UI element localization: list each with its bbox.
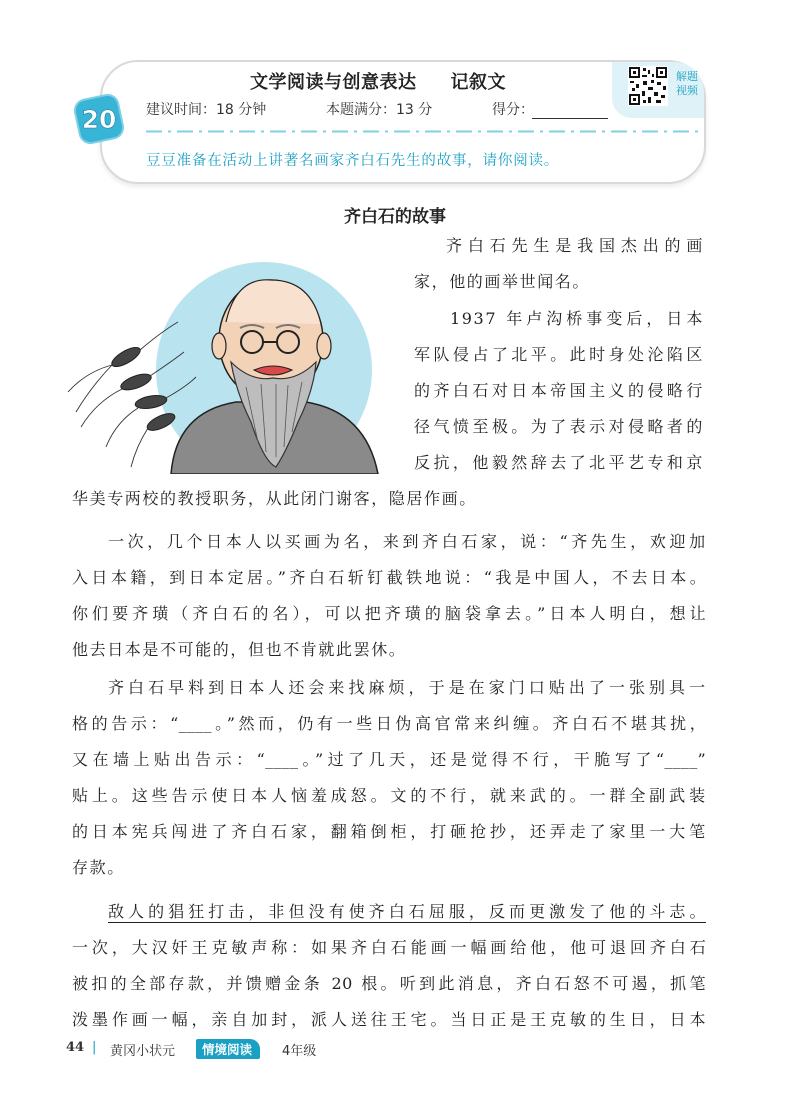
question-number-badge [70,90,128,148]
footer-separator: | [92,1040,97,1055]
underlined-sentence-line [72,894,706,930]
paragraph-4 [72,670,706,886]
intro-text: 豆豆准备在活动上讲著名画家齐白石先生的故事，请你阅读。 [146,153,560,169]
qr-video-label[interactable]: 解题视频 [676,70,698,97]
text-line: 格的告示：“____。”然而，仍有一些日伪高官常来纠缠。齐白石不堪其扰， [72,714,706,733]
text-line: 泼墨作画一幅，亲自加封，派人送往王宅。当日正是王克敏的生日，日本 [72,1010,706,1029]
text-line: 反抗，他毅然辞去了北平艺专和京 [414,453,704,472]
paragraph-2-tail [72,481,706,517]
score-blank[interactable] [532,118,608,119]
page-number: 44 [66,1040,85,1055]
text-line: 1937 年卢沟桥事变后，日本 [450,309,704,328]
text-line: 的齐白石对日本帝国主义的侵略行 [414,381,704,400]
text-line: 你们要齐璜（齐白石的名），可以把齐璜的脑袋拿去。”日本人明白，想让 [72,604,706,623]
article-title: 齐白石的故事 [344,207,446,227]
text-line: 齐白石早料到日本人还会来找麻烦，于是在家门口贴出了一张别具一 [108,678,706,697]
qr-code-icon[interactable] [628,66,668,106]
paragraph-1 [414,228,704,300]
text-line: 军队侵占了北平。此时身处沦陷区 [414,345,704,364]
paragraph-3 [72,524,706,668]
text-line: 的日本宪兵闯进了齐白石家，翻箱倒柜，打砸抢抄，还弄走了家里一大笔 [72,822,706,841]
text-line: 贴上。这些告示使日本人恼羞成怒。文的不行，就来武的。一群全副武装 [72,786,706,805]
text-line: 入日本籍，到日本定居。”齐白石斩钉截铁地说：“我是中国人，不去日本。 [72,568,706,587]
brand-name: 黄冈小状元 [110,1044,176,1059]
text-line: 存款。 [72,858,125,877]
question-number: 20 [81,105,117,134]
text-line: 华美专两校的教授职务，从此闭门谢客，隐居作画。 [72,489,477,508]
text-line: 他去日本是不可能的，但也不肯就此罢休。 [72,640,407,659]
underlined-sentence[interactable]: 敌人的猖狂打击，非但没有使齐白石屈服，反而更激发了他的斗志。 [108,902,706,921]
text-line: 一次，几个日本人以买画为名，来到齐白石家，说：“齐先生，欢迎加 [108,532,706,551]
score-label: 得分： [492,102,534,118]
dashed-divider [146,130,698,133]
section-tag: 情境阅读 [196,1039,260,1059]
text-line: 被扣的全部存款，并馈赠金条 20 根。听到此消息，齐白石怒不可遏，抓笔 [72,974,706,993]
qi-baishi-portrait-illustration [66,262,416,474]
text-line: 一次，大汉奸王克敏声称：如果齐白石能画一幅画给他，他可退回齐白石 [72,938,706,957]
text-line: 齐白石先生是我国杰出的画 [446,236,704,255]
section-title-text: 文学阅读与创意表达 [250,72,417,93]
suggested-time: 建议时间：18 分钟 [146,102,267,118]
full-score: 本题满分：13 分 [326,102,433,118]
genre-label: 记叙文 [450,72,506,93]
text-line: 家，他的画举世闻名。 [414,272,591,291]
paragraph-5 [72,894,706,1038]
paragraph-2 [414,301,704,481]
text-line: 又在墙上贴出告示：“____。”过了几天，还是觉得不行，干脆写了“____” [72,750,706,769]
grade-label: 4年级 [282,1044,317,1059]
text-line: 径气愤至极。为了表示对侵略者的 [414,417,704,436]
section-title [250,68,506,94]
